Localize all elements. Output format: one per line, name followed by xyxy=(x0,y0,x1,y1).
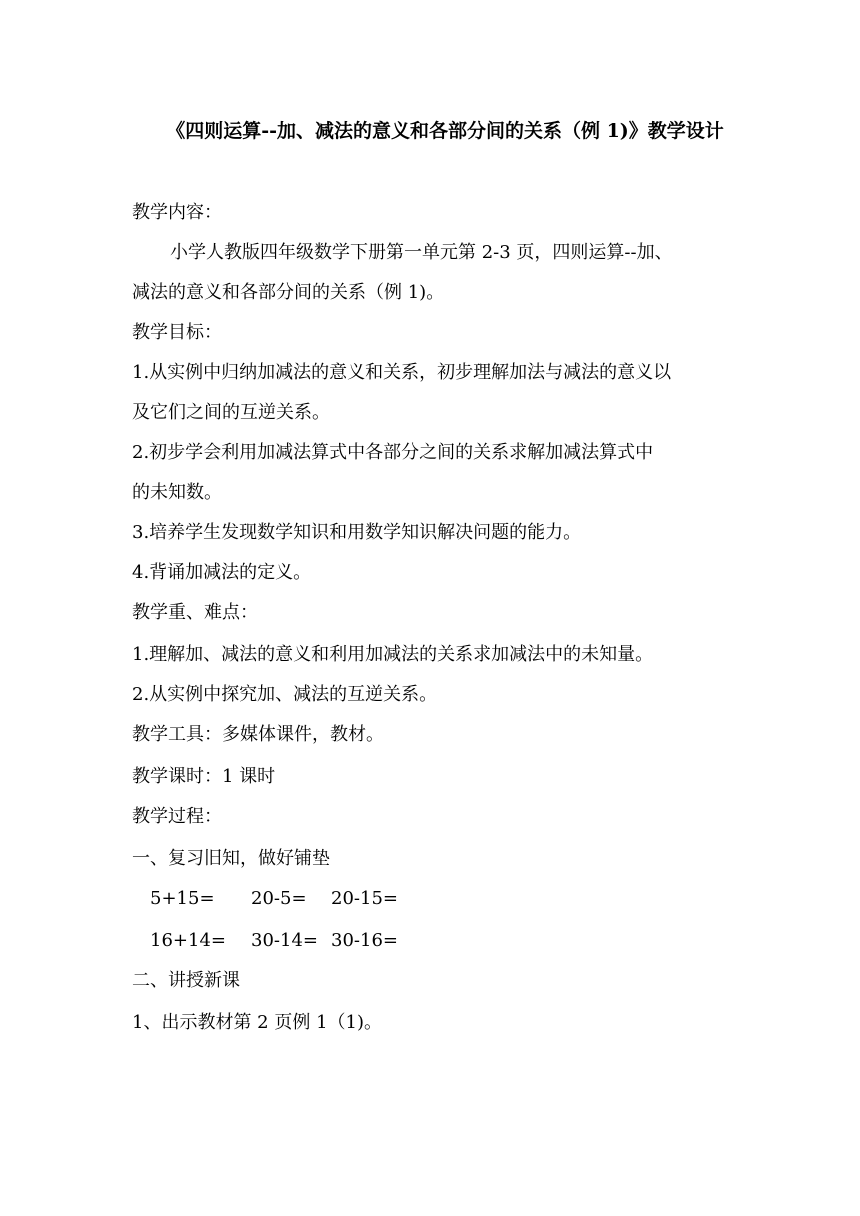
teaching-tools: 教学工具：多媒体课件，教材。 xyxy=(132,724,384,745)
review-equation: 5+15= xyxy=(150,888,215,909)
goal-2-line-2: 的未知数。 xyxy=(132,482,222,503)
goal-3: 3.培养学生发现数学知识和用数学知识解决问题的能力。 xyxy=(132,522,582,543)
goal-1-line-1: 1.从实例中归纳加减法的意义和关系，初步理解加法与减法的意义以 xyxy=(132,362,672,383)
process-heading: 教学过程： xyxy=(132,806,222,827)
content-line-1: 小学人教版四年级数学下册第一单元第 2-3 页，四则运算--加、 xyxy=(170,242,673,263)
goal-2-line-1: 2.初步学会利用加减法算式中各部分之间的关系求解加减法算式中 xyxy=(132,442,654,463)
review-equation: 30-14= xyxy=(251,930,318,951)
goal-4: 4.背诵加减法的定义。 xyxy=(132,562,312,583)
goal-1-line-2: 及它们之间的互逆关系。 xyxy=(132,402,330,423)
key-point-2: 2.从实例中探究加、减法的互逆关系。 xyxy=(132,684,438,705)
review-equation: 20-5= xyxy=(251,888,307,909)
section-new-lesson-heading: 二、讲授新课 xyxy=(132,970,240,991)
document-title: 《四则运算--加、减法的意义和各部分间的关系（例 1)》教学设计 xyxy=(166,120,724,142)
review-equation: 30-16= xyxy=(331,930,398,951)
teaching-hours: 教学课时：1 课时 xyxy=(132,766,276,787)
key-points-heading: 教学重、难点： xyxy=(132,602,258,623)
content-heading: 教学内容： xyxy=(132,202,222,223)
review-equation: 20-15= xyxy=(331,888,398,909)
section-review-heading: 一、复习旧知，做好铺垫 xyxy=(132,848,330,869)
content-line-2: 减法的意义和各部分间的关系（例 1)。 xyxy=(132,282,445,303)
step-1: 1、出示教材第 2 页例 1（1)。 xyxy=(132,1012,382,1033)
key-point-1: 1.理解加、减法的意义和利用加减法的关系求加减法中的未知量。 xyxy=(132,644,654,665)
review-equation: 16+14= xyxy=(150,930,226,951)
goals-heading: 教学目标： xyxy=(132,322,222,343)
